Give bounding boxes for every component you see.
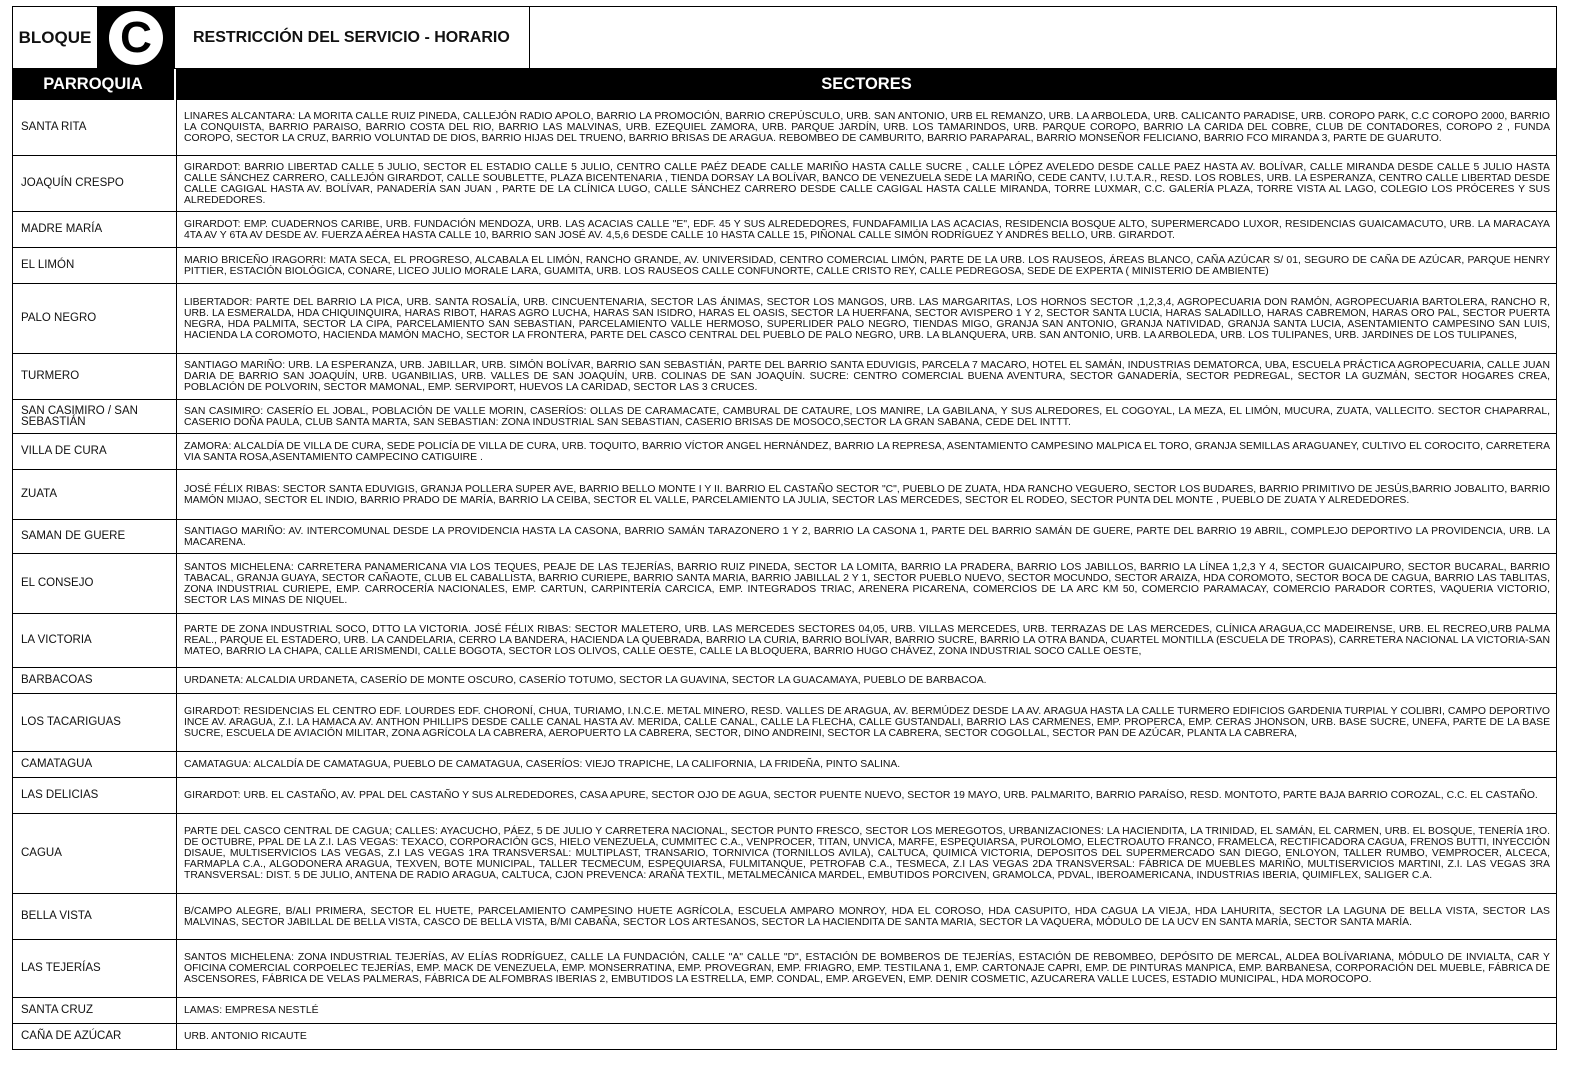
table-row <box>12 520 1557 554</box>
sectores-cell <box>177 400 1556 433</box>
bloque-letter-badge <box>97 6 175 69</box>
parroquia-cell: LAS TEJERÍAS <box>13 940 177 997</box>
table-row <box>12 814 1557 894</box>
sectores-cell <box>177 752 1556 777</box>
table-row <box>12 998 1557 1024</box>
sectores-cell <box>177 894 1556 939</box>
sectores-text: SANTIAGO MARIÑO: AV. INTERCOMUNAL DESDE LA PROVIDENCIA HASTA LA CASONA, BARRIO SAMÁN TARAZONERO 1 Y 2, BARRIO LA CASONA 1, PARTE DEL BARRIO SAMÁN DE GUERE, PARTE DEL BARRIO 19 ABRIL, COMPLEJO DEPORTIVO LA PROVIDENCIA, URB. LA MACARENA. <box>184 525 1550 548</box>
table-row <box>12 284 1557 354</box>
sectores-text: GIRARDOT: URB. EL CASTAÑO, AV. PPAL DEL CASTAÑO Y SUS ALREDEDORES, CASA APURE, SECTOR OJO DE AGUA, SECTOR PUENTE NUEVO, SECTOR 19 MAYO, URB. PALMARITO, BARRIO PARAÍSO, RESD. MONTOTO, PARTE BAJA BARRIO COROZAL, C.C. EL CASTAÑO. <box>184 790 1538 801</box>
sectores-cell <box>177 284 1556 353</box>
table-row <box>12 100 1557 156</box>
parroquia-cell: SAN CASIMIRO / SAN SEBASTIÁN <box>13 400 177 433</box>
table-row <box>12 752 1557 778</box>
table-row <box>12 248 1557 284</box>
table-row <box>12 470 1557 520</box>
parroquia-cell: PALO NEGRO <box>13 284 177 353</box>
sectores-text: SANTIAGO MARIÑO: URB. LA ESPERANZA, URB. JABILLAR, URB. SIMÓN BOLÍVAR, BARRIO SAN SEBASTIÁN, PARTE DEL BARRIO SANTA EDUVIGIS, PARCELA 7 MACARO, HOTEL EL SAMÁN, INDUSTRIAS DEMATORCA, UBA, ESCUELA PRÁCTICA AGROPECUARIA, CALLE JUAN DARIA DE BARRIO SAN JOAQUÍN, URB. UGANBILIAS, URB. VALLES DE SAN JOAQUÍN, URB. COLINAS DE SAN JOAQUÍN. SUCRE: CENTRO COMERCIAL BUENA AVENTURA, SECTOR GANADERÍA, SECTOR PEDREGAL, SECTOR LA GUZMÁN, SECTOR HOGARES CREA, POBLACIÓN DE POLVORIN, SECTOR MAMONAL, EMP. SERVIPORT, HUEVOS LA CARIDAD, SECTOR LAS 3 CRUCES. <box>184 360 1550 393</box>
table-row <box>12 1024 1557 1050</box>
parroquia-cell: CAMATAGUA <box>13 752 177 777</box>
header-blank-area <box>529 6 1557 69</box>
parroquia-cell: SANTA RITA <box>13 100 177 155</box>
sectores-cell <box>177 100 1556 155</box>
sectores-cell <box>177 614 1556 667</box>
table-row <box>12 554 1557 614</box>
sectores-cell <box>177 694 1556 751</box>
sectores-cell <box>177 778 1556 813</box>
sectores-cell <box>177 248 1556 283</box>
parroquia-cell: LOS TACARIGUAS <box>13 694 177 751</box>
parroquia-cell: TURMERO <box>13 354 177 399</box>
sectores-text: URB. ANTONIO RICAUTE <box>184 1031 307 1042</box>
parroquia-cell: BARBACOAS <box>13 668 177 693</box>
sectores-cell <box>177 212 1556 247</box>
sectores-text: JOSÉ FÉLIX RIBAS: SECTOR SANTA EDUVIGIS, GRANJA POLLERA SUPER AVE, BARRIO BELLO MONTE I Y II. BARRIO EL CASTAÑO SECTOR "C", PUEBLO DE ZUATA, HDA RANCHO VEGUERO, SECTOR LOS BUDARES, BARRIO PRIMITIVO DE JESÚS,BARRIO JOBALITO, BARRIO MAMÓN MIJAO, SECTOR EL INDIO, BARRIO PRADO DE MARÍA, BARRIO LA CEIBA, SECTOR EL VALLE, PARCELAMIENTO LA JULIA, SECTOR LAS MERCEDES, SECTOR EL RODEO, SECTOR PUNTA DEL MONTE , PUEBLO DE ZUATA Y ALREDEDORES. <box>184 483 1550 506</box>
sectors-table <box>12 100 1557 1050</box>
table-row <box>12 354 1557 400</box>
sectores-cell <box>177 470 1556 519</box>
parroquia-cell: JOAQUÍN CRESPO <box>13 156 177 211</box>
sectores-text: SANTOS MICHELENA: ZONA INDUSTRIAL TEJERÍAS, AV ELÍAS RODRÍGUEZ, CALLE LA FUNDACIÓN, CALLE "A" CALLE "D", ESTACIÓN DE BOMBEROS DE TEJERÍAS, ESTACIÓN DE REBOMBEO, DEPÓSITO DE MERCAL, ALDEA BOLÍVARIANA, MÓDULO DE INVIALTA, CAR Y OFICINA COMERCIAL CORPOELEC TEJERÍAS, EMP. MACK DE VENEZUELA, EMP. MONSERRATINA, EMP. PROVEGRAN, EMP. FRIAGRO, EMP. TESTILANA 1, EMP. CARTONAJE CAPRI, EMP. DE PINTURAS MANPICA, EMP. BARBANESA, CORPORACIÓN DEL MUEBLE, FÁBRICA DE ASCENSORES, FÁBRICA DE VELAS PALMERAS, FÁBRICA DE ALFOMBRAS IBERIAS 2, EMBUTIDOS LA ESTRELLA, EMP. CONDAL, EMP. ARGEVEN, EMP. DENIR COSMETIC, AZUCARERA VALLE LUCES, ESTADIO MUNICIPAL, HDA MOROCOPO. <box>184 952 1550 985</box>
sectores-cell <box>177 668 1556 693</box>
table-row <box>12 668 1557 694</box>
bloque-label: BLOQUE <box>12 6 98 69</box>
sectores-cell <box>177 1024 1556 1049</box>
table-row <box>12 212 1557 248</box>
sectores-text: GIRARDOT: EMP. CUADERNOS CARIBE, URB. FUNDACIÓN MENDOZA, URB. LAS ACACIAS CALLE "E", EDF. 45 Y SUS ALREDEDORES, FUNDAFAMILIA LAS ACACIAS, RESIDENCIA BOSQUE ALTO, SUPERMERCADO LUXOR, RESIDENCIAS GUAICAMACUTO, URB. LA MARACAYA 4TA AV Y 6TA AV DESDE AV. FUERZA AÉREA HASTA CALLE 10, BARRIO SAN JOSÉ AV. 4,5,6 DESDE CALLE 10 HASTA CALLE 15, PIÑONAL CALLE SIMÓN RODRÍGUEZ Y ANDRÉS BELLO, URB. GIRARDOT. <box>184 218 1550 241</box>
table-row <box>12 894 1557 940</box>
table-row <box>12 434 1557 470</box>
sectores-text: LINARES ALCANTARA: LA MORITA CALLE RUIZ PINEDA, CALLEJÓN RADIO APOLO, BARRIO LA PROMOCIÓN, BARRIO CREPÚSCULO, URB. SAN ANTONIO, URB EL REMANZO, URB. LA ARBOLEDA, URB. CALICANTO PARADISE, URB. COROPO PARK, C.C COROPO 2000, BARRIO LA CONQUISTA, BARRIO PARAISO, BARRIO COSTA DEL RIO, BARRIO LAS MALVINAS, URB. EZEQUIEL ZAMORA, URB. PARQUE JARDÍN, URB. LOS TAMARINDOS, URB. PARQUE COROPO, BARRIO LA CARIDA DEL COBRE, CLUB DE CONTADORES, COROPO 2 , FUNDA COROPO, SECTOR LA CRUZ, BARRIO VOLUNTAD DE DIOS, BARRIO HIJAS DEL TRUENO, BARRIO BRISAS DE ARAGUA. REBOMBEO DE CAMBURITO, BARRIO PARAPARAL, BARRIO MONSEÑOR FELICIANO, BARRIO FCO MIRANDA 3, PARTE DE GUARUTO. <box>184 111 1550 144</box>
sectores-text: PARTE DEL CASCO CENTRAL DE CAGUA; CALLES: AYACUCHO, PÁEZ, 5 DE JULIO Y CARRETERA NACIONAL, SECTOR PUNTO FRESCO, SECTOR LOS MEREGOTOS, URBANIZACIONES: LA HACIENDITA, LA TRINIDAD, EL SAMÁN, EL CARMEN, URB. EL BOSQUE, TENERÍA 1RO. DE OCTUBRE, PPAL DE LA Z.I. LAS VEGAS: TEXACO, CORPORACIÓN GCS, HIELO VENEZUELA, CUMMITEC C.A., VENPROCER, TITAN, UNVICA, MARFE, ESPEQUIARSA, PUROLOMO, ELECTROAUTO FRANCO, FRAMELCA, RECTIFICADORA CAGUA, FRENOS BUTTI, INYECCIÓN DISAUE, MULTISERVICIOS LAS VEGAS, Z.I LAS VEGAS 1RA TRANSVERSAL: MULTIPLAST, TRANSARIO, TORNIVICA (TORNILLOS AVILA), CALTUCA, QUIMICA VICTORIA, DEPOSITOS DEL SUPERMERCADO SAN DIEGO, ENLOYON, TALLER RUMBO, VEMPROCER, ALCECA, FARMAPLA C.A., ALGODONERA ARAGUA, TEXVEN, BOTE MUNICIPAL, TALLER TECMECUM, ESPEQUIARSA, FULMITANQUE, PETROFAB C.A., TESMECA, Z.I LAS VEGAS 2DA TRANSVERSAL: FÁBRICA DE MUEBLES MARIÑO, MULTISERVICIOS MARTINI, Z.I. LAS VEGAS 3RA TRANSVERSAL: DIST. 5 DE JULIO, ANTENA DE RADIO ARAGUA, CALTUCA, CJON PREVENCA: ARAÑA TEXTIL, METALMECÁNICA MARDEL, EMBUTIDOS PORCIVEN, GRAMOLCA, PDVAL, IBEROAMERICANA, INDUSTRIAS IBERIA, QUIMIFLEX, SALIGER C.A. <box>184 826 1550 881</box>
bloque-letter: C <box>109 11 163 65</box>
sectores-cell <box>177 354 1556 399</box>
sectores-text: MARIO BRICEÑO IRAGORRI: MATA SECA, EL PROGRESO, ALCABALA EL LIMÓN, RANCHO GRANDE, AV. UNIVERSIDAD, CENTRO COMERCIAL LIMÓN, PARTE DE LA URB. LOS RAUSEOS, ÁREAS BLANCO, CAÑA AZÚCAR S/ 01, SEGURO DE CAÑA DE AZÚCAR, PARQUE HENRY PITTIER, ESTACIÓN BIOLÓGICA, CONARE, LICEO JULIO MORALE LARA, GUAMITA, URB. LOS RAUSEOS CALLE CONFUNORTE, CALLE CRISTO REY, CALLE PEDREGOSA, SEDE DE EXPERTA ( MINISTERIO DE AMBIENTE) <box>184 254 1550 277</box>
sectores-cell <box>177 434 1556 469</box>
parroquia-cell: EL CONSEJO <box>13 554 177 613</box>
parroquia-cell: VILLA DE CURA <box>13 434 177 469</box>
parroquia-cell: EL LIMÓN <box>13 248 177 283</box>
parroquia-cell: BELLA VISTA <box>13 894 177 939</box>
table-row <box>12 614 1557 668</box>
parroquia-cell: SANTA CRUZ <box>13 998 177 1023</box>
sectores-cell <box>177 520 1556 553</box>
parroquia-cell: SAMAN DE GUERE <box>13 520 177 553</box>
block-header <box>12 6 1557 69</box>
sectores-cell <box>177 940 1556 997</box>
parroquia-cell: LAS DELICIAS <box>13 778 177 813</box>
table-row <box>12 156 1557 212</box>
sectores-cell <box>177 156 1556 211</box>
sectores-text: GIRARDOT: RESIDENCIAS EL CENTRO EDF. LOURDES EDF. CHORONÍ, CHUA, TURIAMO, I.N.C.E. METAL MINERO, RESD. VALLES DE ARAGUA, AV. BERMÚDEZ DESDE LA AV. ARAGUA HASTA LA CALLE TURMERO EDIFICIOS GARDENIA TURPIAL Y COLIBRI, CAMPO DEPORTIVO INCE AV. ARAGUA, Z.I. LA HAMACA AV. ANTHON PHILLIPS DESDE CALLE CANAL HASTA AV. MERIDA, CALLE CANAL, CALLE LA FLECHA, CALLE GUSTANDALI, BARRIO LAS CARMENES, EMP. PROPERCA, EMP. CERAS JHONSON, URB. BASE SUCRE, UNEFA, PARTE DE LA BASE SUCRE, ESCUELA DE AVIACIÓN MILITAR, ZONA AGRÍCOLA LA CABRERA, AEROPUERTO LA CABRERA, SECTOR, DINO ANDREINI, SECTOR LA CABRERA, SECTOR COGOLLAL, SECTOR PAN DE AZÚCAR, PLANTA LA CABRERA, <box>184 706 1550 739</box>
sectores-cell <box>177 998 1556 1023</box>
sectores-text: URDANETA: ALCALDIA URDANETA, CASERÍO DE MONTE OSCURO, CASERÍO TOTUMO, SECTOR LA GUAVINA, SECTOR LA GUACAMAYA, PUEBLO DE BARBACOA. <box>184 675 987 686</box>
table-row <box>12 694 1557 752</box>
column-header-sectores: SECTORES <box>176 69 1557 100</box>
sectores-text: SANTOS MICHELENA: CARRETERA PANAMERICANA VIA LOS TEQUES, PEAJE DE LAS TEJERÍAS, BARRIO RUIZ PINEDA, SECTOR LA LOMITA, BARRIO LA PRADERA, BARRIO LOS JABILLOS, BARRIO LA LÍNEA 1,2,3 Y 4, SECTOR GUAICAIPURO, SECTOR BUCARAL, BARRIO TABACAL, GRANJA GUAYA, SECTOR CAÑAOTE, CLUB EL CABALLISTA, BARRIO CURIEPE, BARRIO SANTA MARIA, BARRIO JABILLAL 2 Y 1, SECTOR PUEBLO NUEVO, SECTOR MOCUNDO, SECTOR ARAIZA, HDA COROMOTO, SECTOR BOCA DE CAGUA, BARRIO LAS TABLITAS, ZONA INDUSTRIAL CURIEPE, EMP. CARROCERÍA NACIONALES, EMP. CARTUN, CARPINTERÍA CARCICA, EMP. INTEGRADOS TRIAC, ARENERA PICARENA, COMERCIOS DE LA ARC KM 50, COMERCIO PARAMACAY, COMERCIO PARADOR CORTES, VAQUERIA VICTORIO, SECTOR LAS MINAS DE NIQUEL. <box>184 561 1550 606</box>
column-header-parroquia: PARROQUIA <box>12 69 174 100</box>
sectores-text: LIBERTADOR: PARTE DEL BARRIO LA PICA, URB. SANTA ROSALÍA, URB. CINCUENTENARIA, SECTOR LAS ÁNIMAS, SECTOR LOS MANGOS, URB. LAS MARGARITAS, LOS HORNOS SECTOR ,1,2,3,4, AGROPECUARIA DON RAMÓN, AGROPECUARIA BARTOLERA, RANCHO R, URB. LA ESMERALDA, HDA CHIQUINQUIRA, HARAS RIBOT, HARAS AGRO LUCHA, HARAS SAN ISIDRO, HARAS EL OASIS, SECTOR LA HUERFANA, SECTOR AVISPERO 1 Y 2, SECTOR SANTA LUCIA, HARAS SALADILLO, HARAS CABREMON, HARAS ORO PAL, SECTOR PUERTA NEGRA, HDA PALMITA, SECTOR LA CIPA, PARCELAMIENTO SAN SEBASTIAN, PARCELAMIENTO VALLE HERMOSO, SUPERLIDER PALO NEGRO, TIENDAS MIGO, GRANJA SAN ANTONIO, GRANJA NATIVIDAD, GRANJA SANTA LUCIA, ASENTAMIENTO CAMPESINO SAN LUIS, HACIENDA LA COROMOTO, HACIENDA MAMÓN MACHO, SECTOR LA FRONTERA, PARTE DEL CASCO CENTRAL DEL PUEBLO DE PALO NEGRO, URB. LA BLANQUERA, URB. SAN ANTONIO, URB. LA ARBOLEDA, URB. LOS TULIPANES, URB. JARDINES DE LOS TULIPANES, <box>184 296 1550 341</box>
sectores-cell <box>177 554 1556 613</box>
table-row <box>12 778 1557 814</box>
parroquia-cell: MADRE MARÍA <box>13 212 177 247</box>
page-title: RESTRICCIÓN DEL SERVICIO - HORARIO <box>174 6 530 69</box>
sectores-text: ZAMORA: ALCALDÍA DE VILLA DE CURA, SEDE POLICÍA DE VILLA DE CURA, URB. TOQUITO, BARRIO VÍCTOR ANGEL HERNÁNDEZ, BARRIO LA REPRESA, ASENTAMIENTO CAMPESINO MALPICA EL TORO, GRANJA SEMILLAS ARAGUANEY, CULTIVO EL COROCITO, CARRETERA VIA SANTA ROSA,ASENTAMIENTO CAMPECINO CATIGUIRE . <box>184 440 1550 463</box>
sectores-text: PARTE DE ZONA INDUSTRIAL SOCO, DTTO LA VICTORIA. JOSÉ FÉLIX RIBAS: SECTOR MALETERO, URB. LAS MERCEDES SECTORES 04,05, URB. VILLAS MERCEDES, URB. TERRAZAS DE LAS MERCEDES, CLÍNICA ARAGUA,CC MADEIRENSE, URB. EL RECREO,URB PALMA REAL., PARQUE EL ESTADERO, URB. LA CANDELARIA, CERRO LA BANDERA, HACIENDA LA QUEBRADA, BARRIO LA CURIA, BARRIO BOLÍVAR, BARRIO SUCRE, BARRIO LA OTRA BANDA, CUARTEL MONTILLA (ESCUELA DE TROPAS), CARRETERA NACIONAL LA VICTORIA-SAN MATEO, BARRIO LA CHAPA, CALLE ARISMENDI, CALLE BOGOTA, SECTOR LOS OLIVOS, CALLE OESTE, CALLE LA BLOQUERA, BARRIO HUGO CHÁVEZ, ZONA INDUSTRIAL SOCO CALLE OESTE, <box>184 624 1550 657</box>
parroquia-cell: ZUATA <box>13 470 177 519</box>
sectores-cell <box>177 814 1556 893</box>
parroquia-cell: LA VICTORIA <box>13 614 177 667</box>
sectores-text: LAMAS: EMPRESA NESTLÉ <box>184 1005 319 1016</box>
sectores-text: CAMATAGUA: ALCALDÍA DE CAMATAGUA, PUEBLO DE CAMATAGUA, CASERÍOS: VIEJO TRAPICHE, LA CALIFORNIA, LA FRIDEÑA, PINTO SALINA. <box>184 759 901 770</box>
sectores-text: SAN CASIMIRO: CASERÍO EL JOBAL, POBLACIÓN DE VALLE MORIN, CASERÍOS: OLLAS DE CARAMACATE, CAMBURAL DE CATAURE, LOS MANIRE, LA GABILANA, Y SUS ALREDORES, EL COGOYAL, LA MEZA, EL LIMÓN, MUCURA, ZUATA, VALLECITO. SECTOR CHAPARRAL, CASERIO DOÑA PAULA, CLUB SANTA MARTA, SAN SEBASTIAN: ZONA INDUSTRIAL SAN SEBASTIAN, CASERIO BRISAS DE MOSOCO,SECTOR LA GRAN SABANA, CEDE DEL INTTT. <box>184 405 1550 428</box>
parroquia-cell: CAÑA DE AZÚCAR <box>13 1024 177 1049</box>
parroquia-cell: CAGUA <box>13 814 177 893</box>
sectores-text: GIRARDOT: BARRIO LIBERTAD CALLE 5 JULIO, SECTOR EL ESTADIO CALLE 5 JULIO, CENTRO CALLE PAÉZ DEADE CALLE MARIÑO HASTA CALLE SUCRE , CALLE LÓPEZ AVELEDO DESDE CALLE PAEZ HASTA AV. BOLÍVAR, CALLE MIRANDA DESDE CALLE 5 JULIO HASTA CALLE SÁNCHEZ CARRERO, CALLEJÓN GIRARDOT, CALLE SOUBLETTE, PLAZA BICENTENARIA , TIENDA DORSAY LA BOLÍVAR, BANCO DE VENEZUELA SEDE LA MARIÑO, CEDE CANTV, I.U.T.A.R., RESD. LOS ROBLES, URB. LA ESPERANZA, CENTRO CALLE LIBERTAD DESDE CALLE CAGIGAL HASTA AV. BOLÍVAR, PANADERÍA SAN JUAN , PARTE DE LA CLÍNICA LUGO, CALLE SÁNCHEZ CARRERO DESDE CALLE CAGIGAL HASTA CALLE MIRANDA, TORRE LUXMAR, C.C. GALERÍA PLAZA, TORRE VISTA AL LAGO, COLEGIO LOS PRÓCERES Y SUS ALREDEDORES. <box>184 161 1550 206</box>
table-row <box>12 940 1557 998</box>
sectores-text: B/CAMPO ALEGRE, B/ALI PRIMERA, SECTOR EL HUETE, PARCELAMIENTO CAMPESINO HUETE AGRÍCOLA, ESCUELA AMPARO MONROY, HDA EL COROSO, HDA CASUPITO, HDA CAGUA LA VIEJA, HDA LAHURITA, SECTOR LA LAGUNA DE BELLA VISTA, SECTOR LAS MALVINAS, SECTOR JABILLAL DE BELLA VISTA, CASCO DE BELLA VISTA, B/MI CABAÑA, SECTOR LOS ARTESANOS, SECTOR LA HACIENDITA DE SANTA MARIA, SECTOR LA VAQUERA, MÓDULO DE LA UCV EN SANTA MARÍA, SECTOR SANTA MARÍA. <box>184 905 1550 928</box>
table-row <box>12 400 1557 434</box>
